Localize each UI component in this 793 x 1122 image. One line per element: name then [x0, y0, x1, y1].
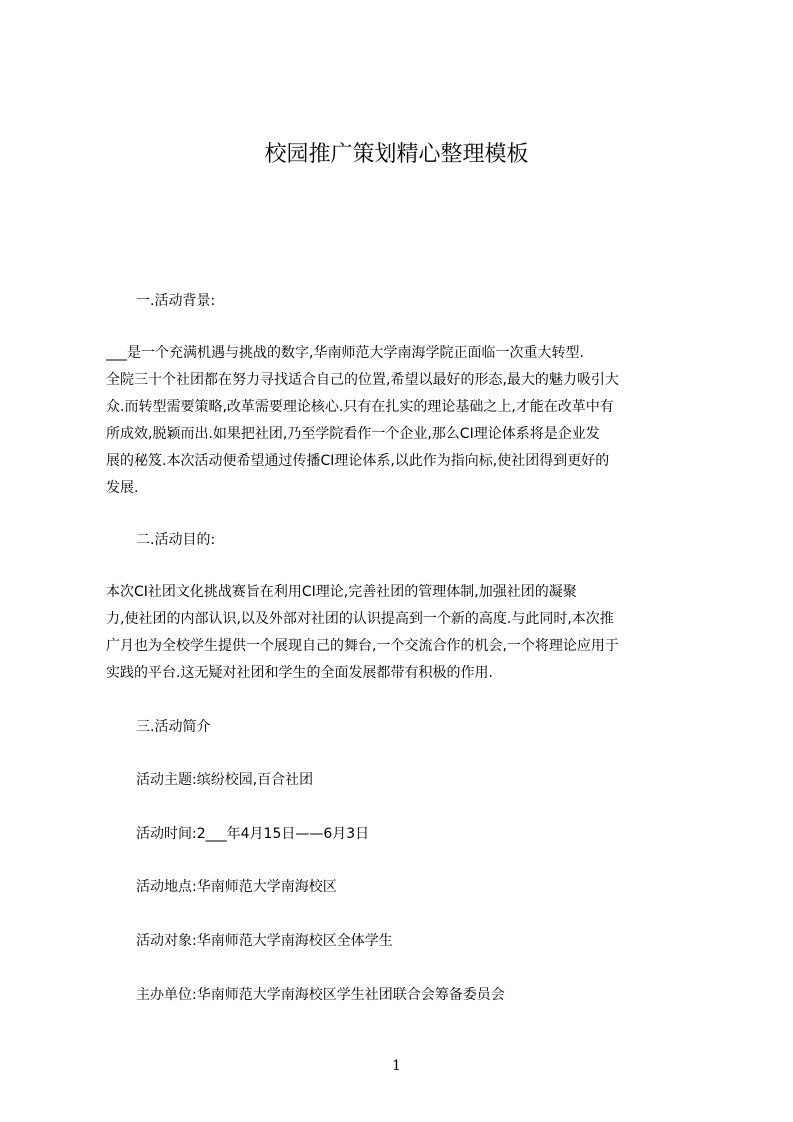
info-time: 活动时间:2___年4月15日——6月3日	[136, 826, 370, 842]
paragraph-line: 广月也为全校学生提供一个展现自己的舞台,一个交流合作的机会,一个将理论应用于	[106, 638, 619, 654]
info-organizer: 主办单位:华南师范大学南海校区学生社团联合会筹备委员会	[136, 987, 505, 1003]
section-heading-background: 一.活动背景:	[136, 293, 216, 309]
paragraph-line: 众.而转型需要策略,改革需要理论核心.只有在扎实的理论基础之上,才能在改革中有	[106, 399, 614, 415]
paragraph-line: 实践的平台.这无疑对社团和学生的全面发展都带有积极的作用.	[106, 665, 493, 681]
info-location: 活动地点:华南师范大学南海校区	[136, 879, 337, 895]
document-title: 校园推广策划精心整理模板	[264, 142, 529, 167]
section-heading-purpose: 二.活动目的:	[136, 532, 216, 548]
page-number: 1	[392, 1058, 401, 1074]
paragraph-line: 本次CI社团文化挑战赛旨在利用CI理论,完善社团的管理体制,加强社团的凝聚	[106, 584, 577, 600]
section-heading-intro: 三.活动简介	[136, 719, 211, 735]
info-theme: 活动主题:缤纷校园,百合社团	[136, 772, 314, 788]
paragraph-line: 全院三十个社团都在努力寻找适合自己的位置,希望以最好的形态,最大的魅力吸引大	[106, 372, 619, 388]
info-audience: 活动对象:华南师范大学南海校区全体学生	[136, 933, 393, 949]
paragraph-line: 展的秘笈.本次活动便希望通过传播CI理论体系,以此作为指向标,使社团得到更好的	[106, 453, 610, 469]
paragraph-line: 所成效,脱颖而出.如果把社团,乃至学院看作一个企业,那么CI理论体系将是企业发	[106, 426, 600, 442]
paragraph-line: 力,使社团的内部认识,以及外部对社团的认识提高到一个新的高度.与此同时,本次推	[106, 611, 614, 627]
paragraph-line: 发展.	[106, 480, 139, 496]
paragraph-line: ___是一个充满机遇与挑战的数字,华南师范大学南海学院正面临一次重大转型.	[106, 345, 584, 361]
